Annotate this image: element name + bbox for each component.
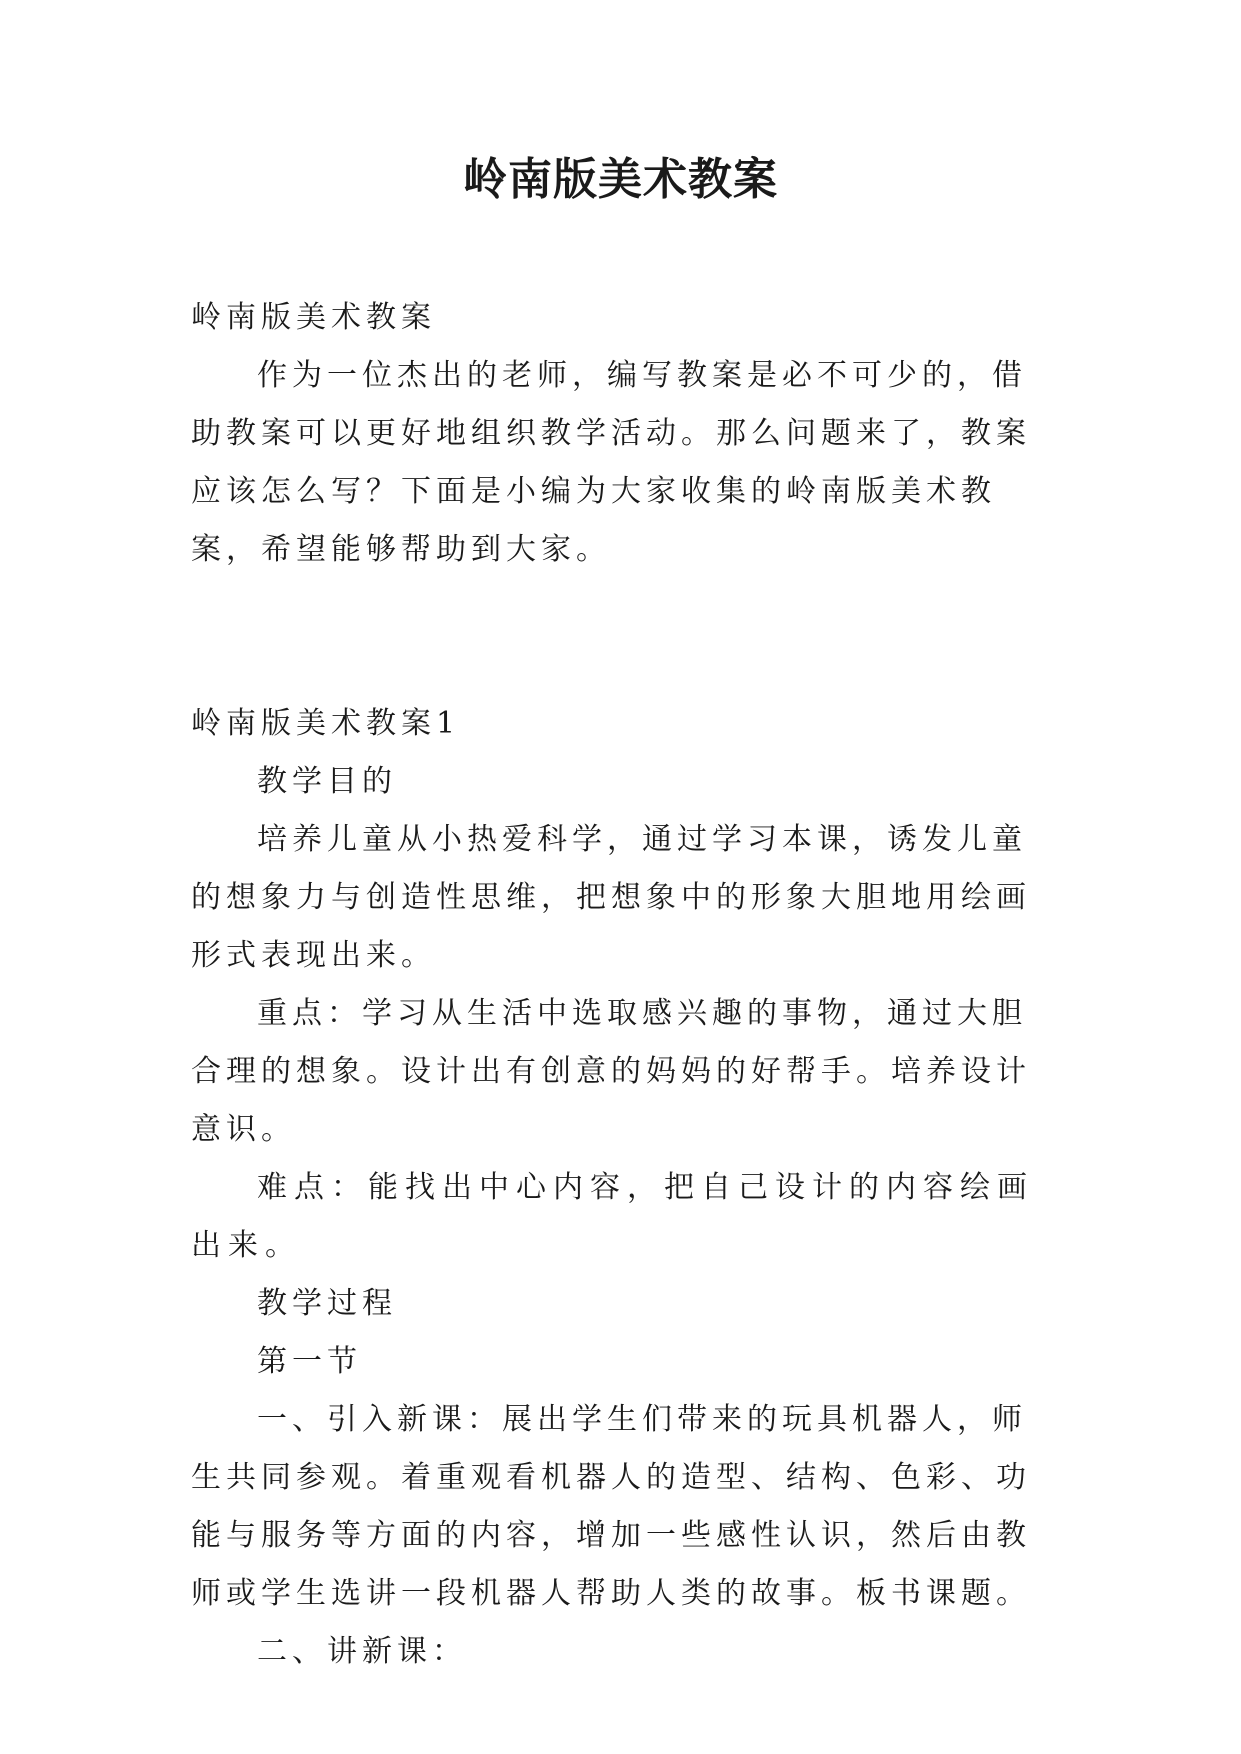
introduction-paragraph: 一、引入新课：展出学生们带来的玩具机器人，师生共同参观。着重观看机器人的造型、结构、色彩、功能与服务等方面的内容，增加一些感性认识，然后由教师或学生选讲一段机器人帮助人类的故事。板书课题。 bbox=[191, 1402, 1031, 1611]
teaching-goal-paragraph: 培养儿童从小热爱科学，通过学习本课，诱发儿童的想象力与创造性思维，把想象中的形象大胆地用绘画形式表现出来。 bbox=[191, 822, 1031, 973]
section-heading: 岭南版美术教案1 bbox=[191, 706, 461, 741]
document-body bbox=[191, 289, 1051, 1681]
intro-paragraph: 作为一位杰出的老师，编写教案是必不可少的，借助教案可以更好地组织教学活动。那么问题来了，教案应该怎么写？下面是小编为大家收集的岭南版美术教案，希望能够帮助到大家。 bbox=[191, 358, 1031, 567]
difficulty-paragraph: 难点：能找出中心内容，把自己设计的内容绘画出来。 bbox=[191, 1170, 1034, 1263]
teaching-process-heading: 教学过程 bbox=[257, 1286, 397, 1321]
first-section-heading: 第一节 bbox=[257, 1344, 362, 1379]
document-title: 岭南版美术教案 bbox=[463, 154, 778, 205]
teaching-goal-heading: 教学目的 bbox=[257, 764, 397, 799]
subtitle-paragraph: 岭南版美术教案 bbox=[191, 300, 436, 335]
key-point-paragraph: 重点：学习从生活中选取感兴趣的事物，通过大胆合理的想象。设计出有创意的妈妈的好帮手。培养设计意识。 bbox=[191, 996, 1031, 1147]
new-lesson-heading: 二、讲新课： bbox=[257, 1634, 467, 1669]
